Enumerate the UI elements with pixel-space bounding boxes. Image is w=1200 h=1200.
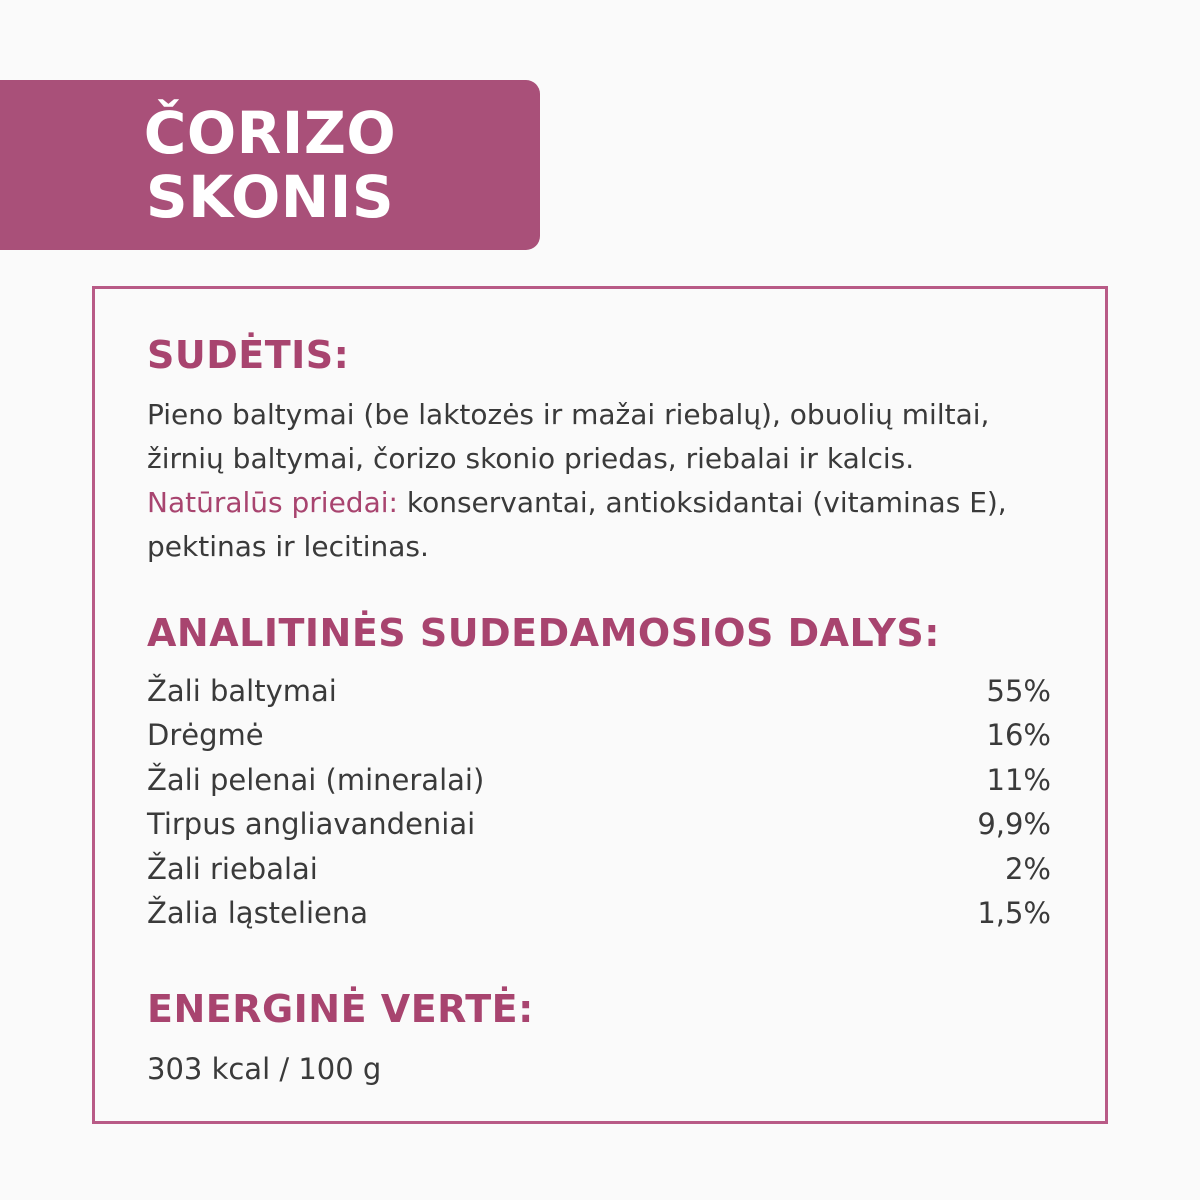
flavor-banner: [0, 80, 540, 250]
analytics-row-value: 9,9%: [977, 807, 1051, 842]
flavor-title-line-1: ČORIZO: [143, 99, 397, 167]
analytics-row-name: Drėgmė: [147, 718, 264, 753]
composition-line-2: žirnių baltymai, čorizo skonio priedas, riebalai ir kalcis.: [147, 442, 915, 475]
analytics-row-value: 1,5%: [977, 896, 1051, 931]
analytics-row: [147, 669, 1051, 713]
composition-line-4: pektinas ir lecitinas.: [147, 530, 429, 563]
analytics-row: [147, 713, 1051, 757]
analytics-row-name: Žali pelenai (mineralai): [147, 762, 485, 797]
analytics-row: [147, 891, 1051, 935]
analytics-row-value: 16%: [986, 718, 1051, 753]
analytics-row: [147, 847, 1051, 891]
analytics-row-name: Tirpus angliavandeniai: [147, 807, 476, 842]
analytics-row-name: Žali riebalai: [147, 851, 318, 886]
analytics-row-value: 11%: [986, 762, 1051, 797]
natural-additives-text: konservantai, antioksidantai (vitaminas E),: [397, 486, 1007, 519]
energy-heading: ENERGINĖ VERTĖ:: [147, 987, 534, 1031]
analytics-heading: ANALITINĖS SUDEDAMOSIOS DALYS:: [147, 611, 940, 655]
composition-heading: SUDĖTIS:: [147, 333, 350, 377]
analytics-row-value: 55%: [986, 674, 1051, 708]
analytics-row-name: Žalia ląsteliena: [147, 896, 368, 931]
composition-text: [147, 393, 1067, 569]
analytics-row: [147, 802, 1051, 846]
analytics-row-name: Žali baltymai: [147, 674, 337, 708]
analytics-row: [147, 758, 1051, 802]
composition-line-1: Pieno baltymai (be laktozės ir mažai riebalų), obuolių miltai,: [147, 398, 990, 431]
flavor-title-line-2: SKONIS: [145, 163, 395, 231]
nutrition-info-box: [92, 286, 1108, 1124]
composition-line-3: [147, 481, 1067, 525]
natural-additives-label: Natūralūs priedai:: [147, 486, 398, 519]
energy-value: 303 kcal / 100 g: [147, 1052, 382, 1086]
analytics-list: [147, 669, 1051, 935]
analytics-row-value: 2%: [1004, 851, 1051, 886]
